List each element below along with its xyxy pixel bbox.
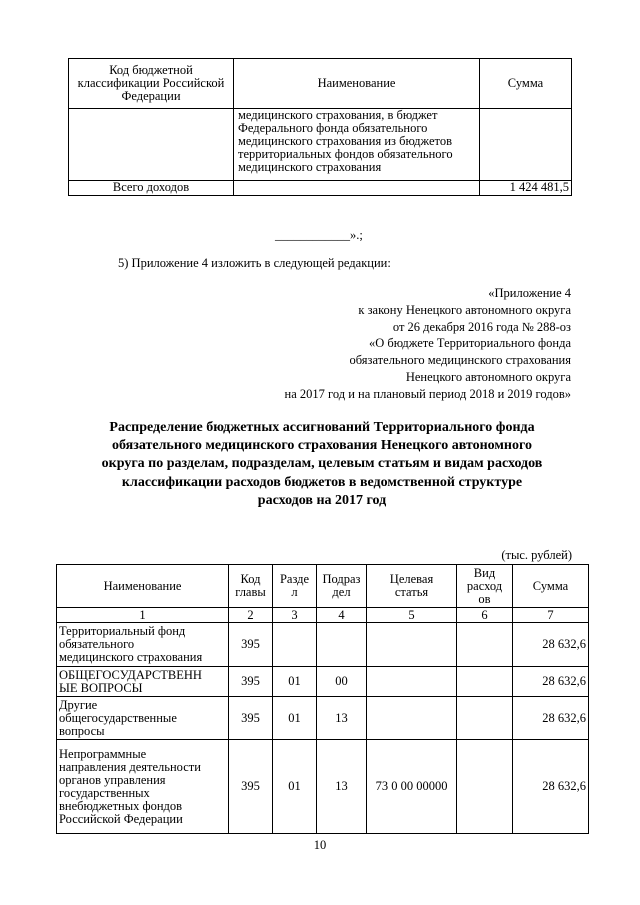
row-name: ОБЩЕГОСУДАРСТВЕНН ЫЕ ВОПРОСЫ: [57, 667, 229, 697]
closing-quote: ____________».;: [275, 228, 363, 242]
header-sum: Сумма: [480, 59, 572, 109]
col-kind-header: Вид расход ов: [457, 565, 513, 608]
column-numbers-row: [57, 608, 589, 623]
row-name: Другие общегосударственные вопросы: [57, 697, 229, 740]
appendix-line: «Приложение 4: [488, 286, 571, 300]
units-label: (тыс. рублей): [501, 548, 572, 562]
title-line: классификации расходов бюджетов в ведомственной структуре: [121, 474, 523, 490]
appendix-line: Ненецкого автономного округа: [405, 369, 571, 384]
page-title: [56, 419, 588, 510]
page-number: 10: [313, 838, 327, 852]
appendix-header: [285, 285, 571, 403]
col-code-header: Код главы: [229, 565, 273, 608]
row-sum: 28 632,6: [513, 667, 589, 697]
appendix-line: к закону Ненецкого автономного округа: [358, 302, 571, 317]
appendix-line: от 26 декабря 2016 года № 288-оз: [392, 319, 571, 334]
header-code: Код бюджетной классификации Российской Федерации: [69, 59, 234, 109]
title-line: расходов на 2017 год: [257, 492, 387, 508]
row-target: [367, 667, 457, 697]
header-name: Наименование: [234, 59, 480, 109]
row-target: [367, 623, 457, 667]
col-target-header: Целевая статья: [367, 565, 457, 608]
row-name: Непрограммные направления деятельности органов управления государственных внебюджетных фондов Российской Федерации: [57, 740, 229, 834]
col-number: 1: [57, 608, 229, 623]
col-number: 4: [317, 608, 367, 623]
row-code: 395: [229, 667, 273, 697]
row-code: 395: [229, 697, 273, 740]
appendix-line: «О бюджете Территориального фонда: [368, 336, 571, 351]
table-row: [57, 697, 589, 740]
col-number: 2: [229, 608, 273, 623]
amendment-paragraph: 5) Приложение 4 изложить в следующей редакции:: [118, 256, 391, 270]
title-line: округа по разделам, подразделам, целевым статьям и видам расходов: [101, 456, 543, 472]
col-section-header: Разде л: [273, 565, 317, 608]
allocation-table: [56, 564, 589, 834]
row-kind: [457, 623, 513, 667]
appendix-line: на 2017 год и на плановый период 2018 и 2019 годов»: [284, 386, 571, 401]
row-code: 395: [229, 740, 273, 834]
row-kind: [457, 667, 513, 697]
title-line: обязательного медицинского страхования Ненецкого автономного: [111, 438, 533, 454]
total-label: Всего доходов: [69, 181, 234, 196]
income-table: [68, 58, 572, 196]
row-sum: 28 632,6: [513, 697, 589, 740]
row-section: 01: [273, 697, 317, 740]
allocation-table-header: [57, 565, 589, 608]
row-name-cell: медицинского страхования, в бюджет Федерального фонда обязательного медицинского страхования из бюджетов территориальных фондов обязательного медицинского страхования: [234, 109, 480, 181]
col-number: 3: [273, 608, 317, 623]
total-row: [69, 181, 572, 196]
row-code-cell: [69, 109, 234, 181]
total-empty-cell: [234, 181, 480, 196]
row-kind: [457, 697, 513, 740]
row-sum: 28 632,6: [513, 623, 589, 667]
col-subsection-header: Подраз дел: [317, 565, 367, 608]
table-row: [57, 623, 589, 667]
row-name: Территориальный фонд обязательного медицинского страхования: [57, 623, 229, 667]
row-subsection: 00: [317, 667, 367, 697]
appendix-line: обязательного медицинского страхования: [349, 353, 571, 368]
row-subsection: 13: [317, 740, 367, 834]
row-subsection: [317, 623, 367, 667]
row-section: 01: [273, 740, 317, 834]
row-section: 01: [273, 667, 317, 697]
row-subsection: 13: [317, 697, 367, 740]
row-section: [273, 623, 317, 667]
col-number: 6: [457, 608, 513, 623]
total-value: 1 424 481,5: [480, 181, 572, 196]
row-sum-cell: [480, 109, 572, 181]
table-row: [69, 109, 572, 181]
row-target: [367, 697, 457, 740]
income-table-header: [69, 59, 572, 109]
row-target: 73 0 00 00000: [367, 740, 457, 834]
title-line: Распределение бюджетных ассигнований Территориального фонда: [109, 420, 535, 435]
table-row: [57, 667, 589, 697]
col-number: 5: [367, 608, 457, 623]
col-sum-header: Сумма: [513, 565, 589, 608]
table-row: [57, 740, 589, 834]
col-name-header: Наименование: [57, 565, 229, 608]
row-sum: 28 632,6: [513, 740, 589, 834]
row-code: 395: [229, 623, 273, 667]
col-number: 7: [513, 608, 589, 623]
row-kind: [457, 740, 513, 834]
